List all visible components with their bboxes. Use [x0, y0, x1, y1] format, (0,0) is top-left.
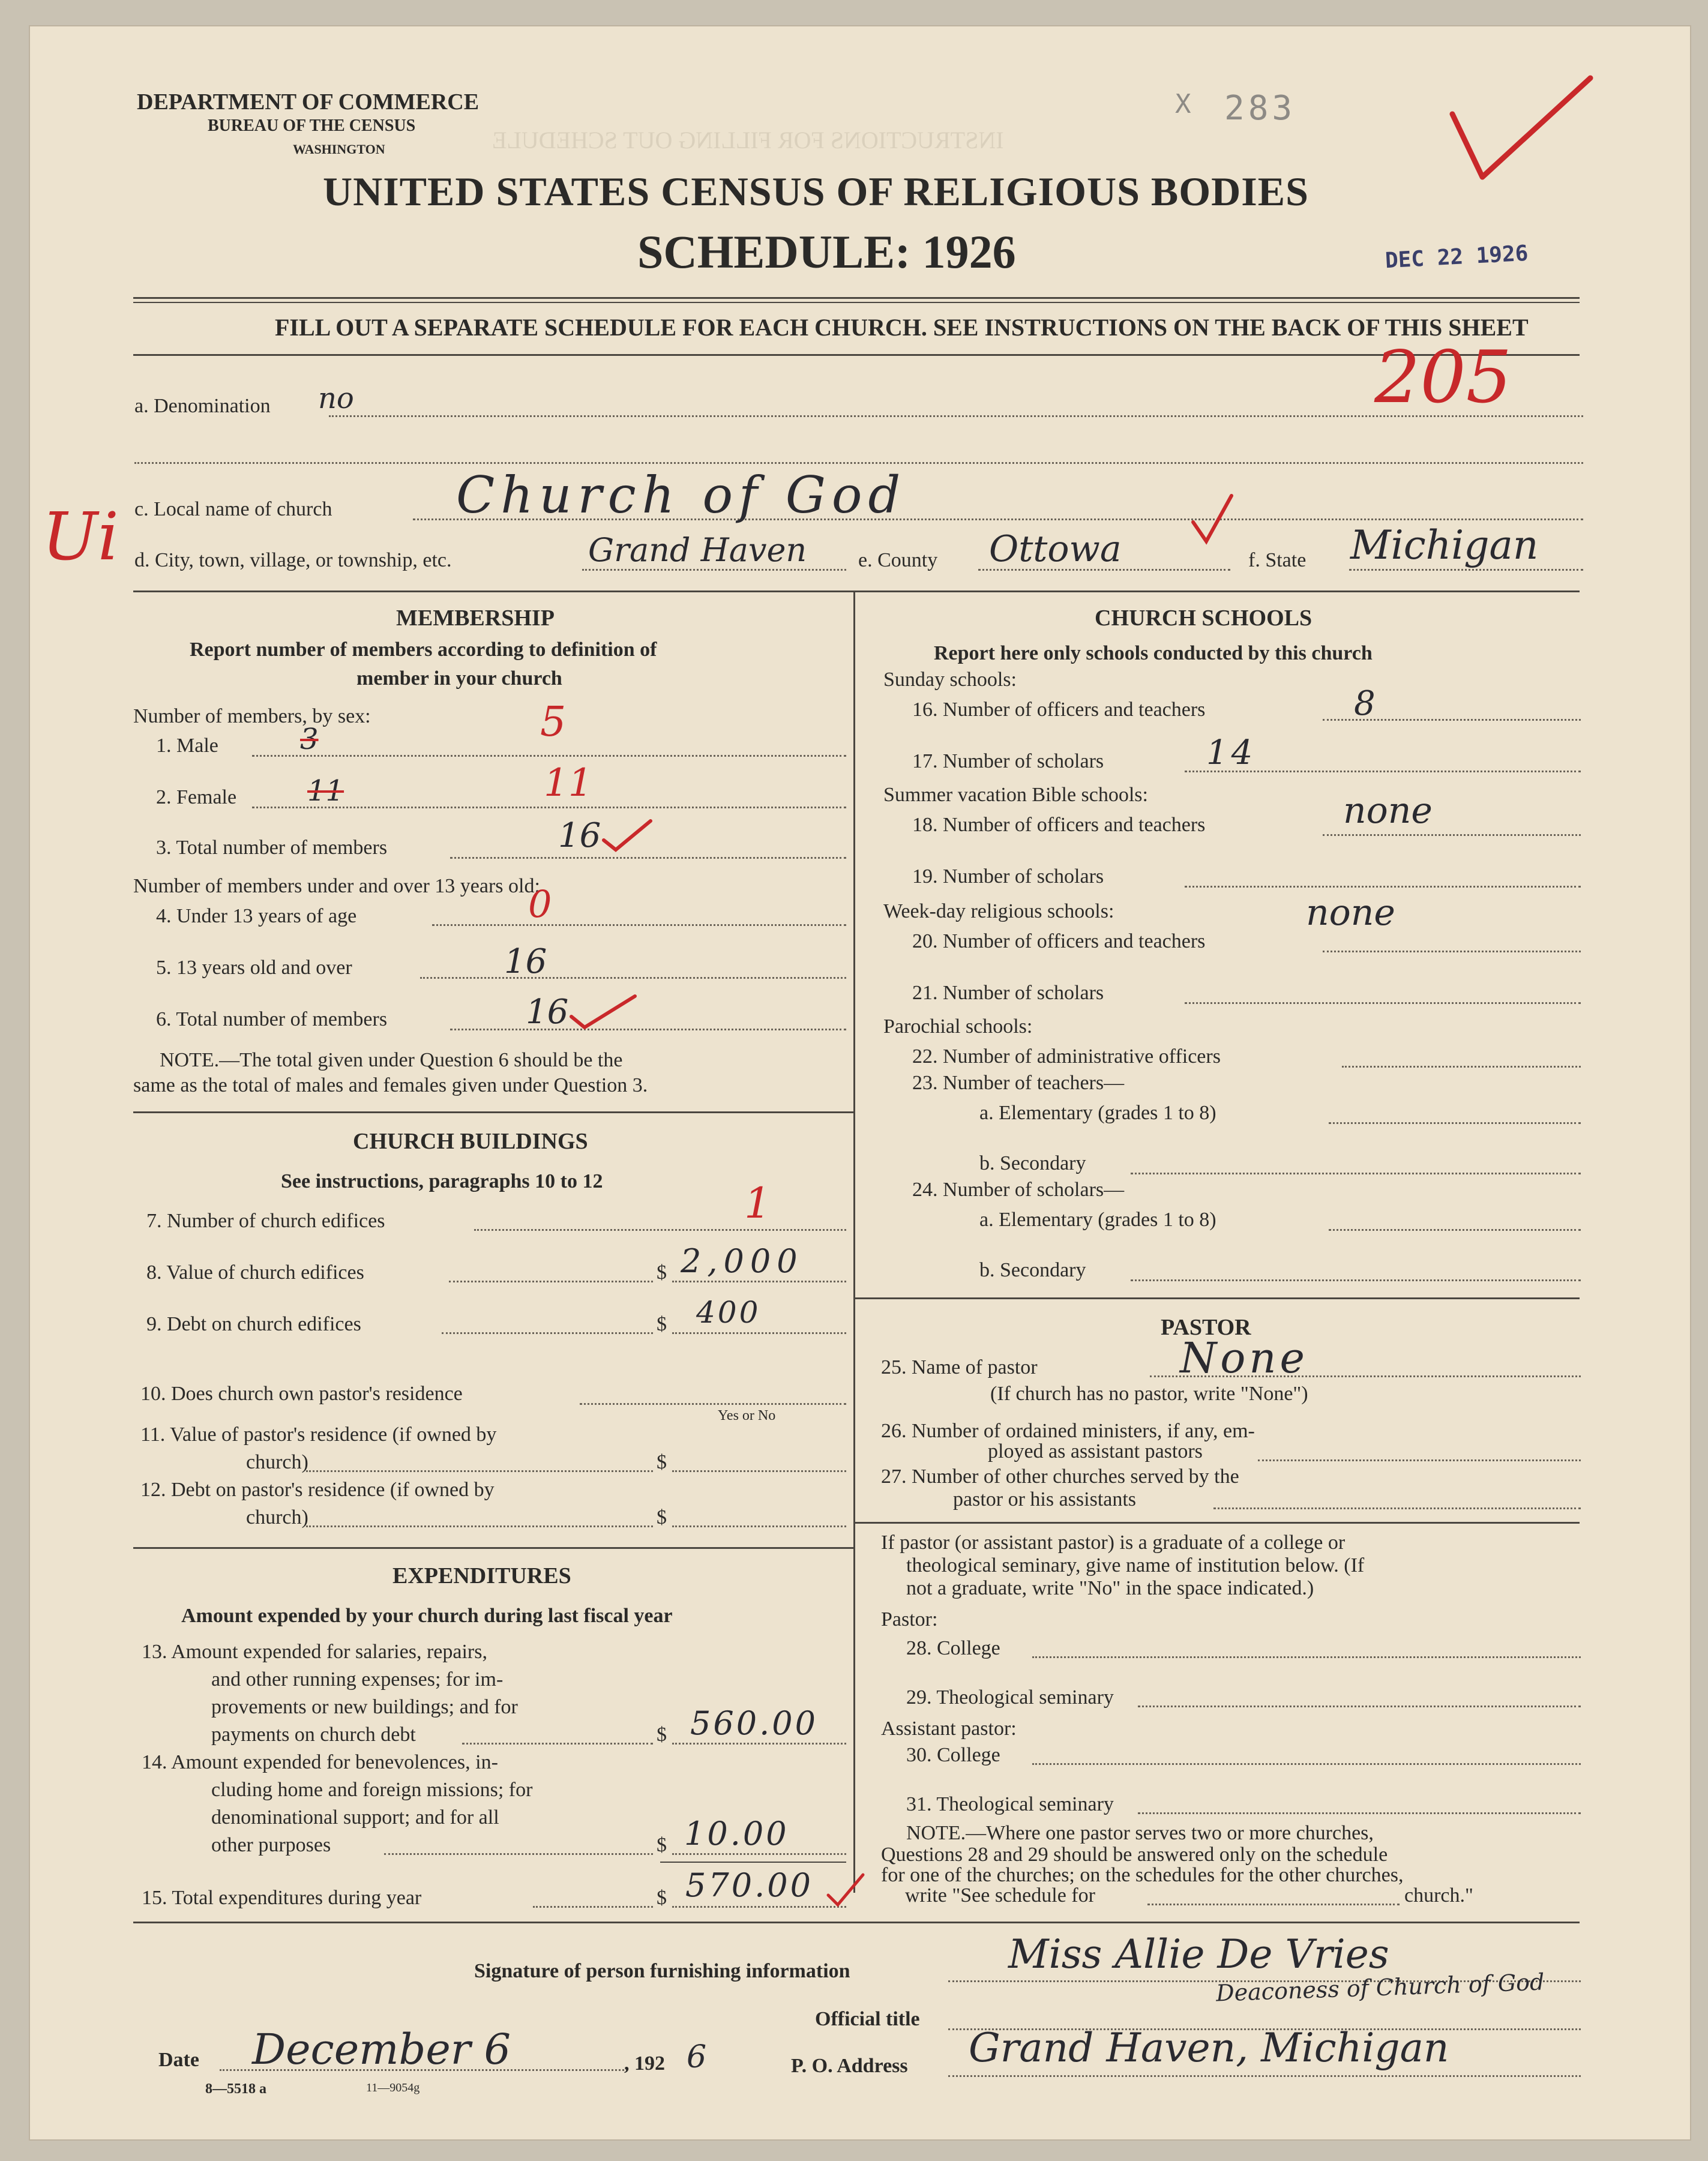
schedule-title: SCHEDULE: 1926	[637, 226, 1016, 278]
buildings-rule	[133, 1547, 853, 1549]
q2-label: 2. Female	[156, 786, 237, 808]
q5-line	[420, 977, 846, 979]
q23a-line	[1329, 1122, 1581, 1124]
q22-line	[1342, 1066, 1581, 1068]
q29-line	[1138, 1706, 1581, 1707]
denomination-line	[329, 415, 1583, 417]
q11-amount-line	[672, 1470, 846, 1472]
membership-intro-1: Report number of members according to definition of	[190, 639, 657, 661]
blank-line-b	[134, 462, 1583, 464]
year-prefix: , 192	[624, 2052, 665, 2075]
state-label: f. State	[1248, 549, 1307, 571]
q15-value[interactable]: 570.00	[685, 1866, 813, 1904]
membership-note-2: same as the total of males and females given under Question 3.	[133, 1074, 648, 1096]
header-rule-bottom	[133, 354, 1580, 356]
q9-dollar: $	[657, 1313, 667, 1335]
graduate-instruction-2: theological seminary, give name of institution below. (If	[906, 1554, 1365, 1576]
margin-mark: Ui	[42, 498, 119, 575]
q12-amount-line	[672, 1525, 846, 1527]
pastor-note-3: for one of the churches; on the schedules for the other churches,	[881, 1864, 1404, 1886]
q22-label: 22. Number of administrative officers	[912, 1045, 1221, 1068]
q31-label: 31. Theological seminary	[906, 1793, 1114, 1815]
q15-line	[533, 1906, 653, 1908]
q4-label: 4. Under 13 years of age	[156, 905, 357, 927]
q30-line	[1032, 1763, 1581, 1765]
q31-line	[1138, 1812, 1581, 1814]
q24b-label: b. Secondary	[979, 1259, 1086, 1281]
q13-line	[462, 1743, 653, 1745]
city-value[interactable]: Grand Haven	[588, 531, 807, 569]
membership-heading: MEMBERSHIP	[396, 606, 555, 631]
q29-label: 29. Theological seminary	[906, 1686, 1114, 1709]
stamp-prefix: X	[1175, 89, 1191, 119]
q15-amount-line	[672, 1906, 846, 1908]
q25-label: 25. Name of pastor	[881, 1356, 1038, 1378]
q10-label: 10. Does church own pastor's residence	[140, 1383, 463, 1405]
state-line	[1349, 569, 1583, 571]
q8-value[interactable]: 2,000	[681, 1242, 804, 1280]
q7-value[interactable]: 1	[744, 1179, 771, 1228]
q15-red-tick	[825, 1871, 867, 1907]
local-name-label: c. Local name of church	[134, 498, 332, 520]
pastor-note-line	[1147, 1904, 1400, 1905]
q3-value[interactable]: 16	[558, 816, 601, 855]
q1-line	[252, 755, 846, 757]
q11-line	[306, 1470, 653, 1472]
members-by-sex-label: Number of members, by sex:	[133, 705, 371, 727]
pastor-subheading: Pastor:	[881, 1608, 938, 1631]
q13-value[interactable]: 560.00	[690, 1704, 818, 1742]
q26-label-2: ployed as assistant pastors	[988, 1440, 1203, 1462]
column-divider	[853, 591, 855, 1893]
sunday-schools-label: Sunday schools:	[883, 669, 1017, 691]
q6-line	[450, 1029, 846, 1030]
assistant-pastor-subheading: Assistant pastor:	[881, 1718, 1017, 1740]
q11-label-1: 11. Value of pastor's residence (if owned by	[140, 1423, 497, 1446]
q21-label: 21. Number of scholars	[912, 982, 1104, 1004]
form-title: UNITED STATES CENSUS OF RELIGIOUS BODIES	[323, 169, 1309, 214]
q17-label: 17. Number of scholars	[912, 750, 1104, 772]
po-address-value[interactable]: Grand Haven, Michigan	[969, 2025, 1449, 2071]
official-title-value[interactable]: Deaconess of Church of God	[1215, 1968, 1545, 2007]
q8-line	[449, 1281, 653, 1282]
q8-label: 8. Value of church edifices	[146, 1261, 364, 1284]
q16-label: 16. Number of officers and teachers	[912, 699, 1206, 721]
department-name: DEPARTMENT OF COMMERCE	[137, 89, 480, 115]
q30-label: 30. College	[906, 1744, 1000, 1766]
county-value[interactable]: Ottowa	[989, 528, 1122, 570]
q24-label: 24. Number of scholars—	[912, 1179, 1125, 1201]
age-heading: Number of members under and over 13 years old:	[133, 875, 540, 897]
year-value[interactable]: 6	[687, 2039, 707, 2075]
bureau-city: WASHINGTON	[293, 142, 385, 157]
q14-line	[384, 1853, 653, 1855]
date-received-stamp: DEC 22 1926	[1385, 241, 1529, 274]
yes-no-hint: Yes or No	[718, 1408, 776, 1423]
q7-line	[474, 1229, 846, 1231]
po-address-line	[948, 2075, 1581, 2077]
q5-label: 5. 13 years old and over	[156, 957, 352, 979]
q3-label: 3. Total number of members	[156, 837, 388, 859]
q24a-label: a. Elementary (grades 1 to 8)	[979, 1209, 1216, 1231]
q13-label-3: provements or new buildings; and for	[211, 1696, 518, 1718]
q28-line	[1032, 1656, 1581, 1658]
denomination-value[interactable]: no	[318, 382, 354, 415]
bureau-name: BUREAU OF THE CENSUS	[208, 116, 416, 135]
date-value[interactable]: December 6	[252, 2025, 511, 2074]
q14-label-3: denominational support; and for all	[211, 1806, 499, 1829]
q25-note: (If church has no pastor, write "None")	[990, 1383, 1308, 1405]
pastor-rule	[855, 1522, 1580, 1524]
q4-line	[432, 924, 846, 926]
q1-original: 3	[300, 723, 319, 756]
membership-rule	[133, 1111, 853, 1113]
q10-line	[580, 1403, 846, 1405]
q23-label: 23. Number of teachers—	[912, 1072, 1125, 1094]
header-rule-top	[133, 297, 1580, 299]
q23a-label: a. Elementary (grades 1 to 8)	[979, 1102, 1216, 1124]
q6-red-tick	[568, 990, 640, 1032]
q14-label-1: 14. Amount expended for benevolences, in-	[142, 1751, 498, 1773]
expenditures-heading: EXPENDITURES	[392, 1563, 571, 1588]
q14-dollar: $	[657, 1834, 667, 1856]
top-section-rule	[133, 591, 1580, 592]
q23b-label: b. Secondary	[979, 1152, 1086, 1174]
q13-dollar: $	[657, 1724, 667, 1746]
q1-value[interactable]: 5	[540, 699, 567, 746]
expenditures-subheading: Amount expended by your church during last fiscal year	[181, 1605, 673, 1627]
q27-label-1: 27. Number of other churches served by the	[881, 1465, 1239, 1488]
q17-value[interactable]: 14	[1206, 733, 1257, 772]
q6-label: 6. Total number of members	[156, 1008, 388, 1030]
schools-rule	[855, 1297, 1580, 1299]
q27-label-2: pastor or his assistants	[953, 1488, 1137, 1510]
buildings-subheading: See instructions, paragraphs 10 to 12	[281, 1170, 603, 1192]
city-line	[582, 569, 846, 571]
county-label: e. County	[858, 549, 938, 571]
membership-note-1: NOTE.—The total given under Question 6 should be the	[160, 1049, 623, 1071]
schools-heading: CHURCH SCHOOLS	[1095, 606, 1313, 631]
q14-total-rule	[660, 1862, 846, 1863]
schools-subheading: Report here only schools conducted by this church	[934, 642, 1373, 664]
q25-value[interactable]: None	[1180, 1333, 1308, 1383]
pastor-heading: PASTOR	[1161, 1315, 1251, 1340]
pastor-note-1: NOTE.—Where one pastor serves two or more churches,	[906, 1822, 1374, 1844]
state-value[interactable]: Michigan	[1350, 522, 1539, 568]
summer-schools-value[interactable]: none	[1343, 790, 1433, 832]
signature-label: Signature of person furnishing information	[474, 1960, 850, 1982]
denomination-label: a. Denomination	[134, 395, 271, 417]
q20-label: 20. Number of officers and teachers	[912, 930, 1206, 952]
q14-label-2: cluding home and foreign missions; for	[211, 1779, 533, 1801]
q21-line	[1185, 1002, 1581, 1004]
q14-label-4: other purposes	[211, 1834, 331, 1856]
q15-label: 15. Total expenditures during year	[142, 1887, 422, 1909]
q24b-line	[1131, 1279, 1581, 1281]
q27-line	[1213, 1507, 1581, 1509]
q8-amount-line	[672, 1281, 846, 1282]
print-number: 11—9054g	[366, 2081, 420, 2094]
q18-label: 18. Number of officers and teachers	[912, 814, 1206, 836]
q5-value[interactable]: 16	[504, 942, 547, 981]
q9-amount-line	[672, 1332, 846, 1334]
q7-label: 7. Number of church edifices	[146, 1210, 385, 1232]
red-checkmark	[1440, 66, 1596, 186]
red-number-205: 205	[1374, 336, 1512, 419]
q3-red-tick	[600, 816, 654, 852]
q14-value[interactable]: 10.00	[684, 1815, 789, 1853]
q11-label-2: church)	[246, 1451, 308, 1473]
summer-schools-label: Summer vacation Bible schools:	[883, 784, 1148, 806]
date-label: Date	[158, 2049, 199, 2071]
pastor-note-4: write "See schedule for	[905, 1884, 1095, 1907]
graduate-instruction-3: not a graduate, write "No" in the space indicated.)	[906, 1577, 1314, 1599]
stamp-number: 283	[1224, 89, 1296, 128]
q14-amount-line	[672, 1853, 846, 1855]
weekday-schools-label: Week-day religious schools:	[883, 900, 1114, 922]
q26-label-1: 26. Number of ordained ministers, if any, em-	[881, 1420, 1255, 1442]
q9-value[interactable]: 400	[696, 1295, 761, 1330]
po-address-label: P. O. Address	[791, 2055, 908, 2077]
weekday-schools-value[interactable]: none	[1306, 892, 1395, 934]
membership-intro-2: member in your church	[356, 667, 562, 690]
official-title-label: Official title	[815, 2008, 920, 2030]
q18-line	[1323, 834, 1581, 836]
q11-dollar: $	[657, 1451, 667, 1473]
separate-schedule-instruction: FILL OUT A SEPARATE SCHEDULE FOR EACH CHURCH. SEE INSTRUCTIONS ON THE BACK OF THIS SHEET	[275, 314, 1529, 341]
q13-amount-line	[672, 1743, 846, 1745]
header-rule-top-2	[133, 302, 1580, 303]
q23b-line	[1131, 1173, 1581, 1174]
q3-line	[450, 857, 846, 859]
q9-label: 9. Debt on church edifices	[146, 1313, 361, 1335]
q28-label: 28. College	[906, 1637, 1000, 1659]
q4-value[interactable]: 0	[528, 882, 552, 926]
red-tick-county	[1188, 492, 1236, 546]
q13-label-1: 13. Amount expended for salaries, repairs,	[142, 1641, 487, 1663]
q13-label-2: and other running expenses; for im-	[211, 1668, 504, 1691]
pastor-note-2: Questions 28 and 29 should be answered only on the schedule	[881, 1844, 1388, 1866]
q16-value[interactable]: 8	[1354, 684, 1376, 723]
q26-line	[1258, 1459, 1581, 1461]
q12-label-1: 12. Debt on pastor's residence (if owned by	[140, 1479, 495, 1501]
q20-line	[1323, 951, 1581, 952]
form-number: 8—5518 a	[205, 2081, 266, 2097]
parochial-schools-label: Parochial schools:	[883, 1015, 1033, 1038]
q2-original: 11	[307, 774, 344, 808]
q24a-line	[1329, 1229, 1581, 1231]
q8-dollar: $	[657, 1261, 667, 1284]
show-through-text: INSTRUCTIONS FOR FILLING OUT SCHEDULE	[492, 127, 1004, 154]
q9-line	[442, 1332, 653, 1334]
signature-value[interactable]: Miss Allie De Vries	[1008, 1931, 1389, 1977]
city-label: d. City, town, village, or township, etc.	[134, 549, 452, 571]
pastor-note-5: church."	[1404, 1884, 1473, 1907]
buildings-heading: CHURCH BUILDINGS	[353, 1129, 588, 1154]
q19-label: 19. Number of scholars	[912, 865, 1104, 888]
q2-value[interactable]: 11	[544, 761, 593, 805]
q12-label-2: church)	[246, 1506, 308, 1528]
q12-line	[306, 1525, 653, 1527]
graduate-instruction-1: If pastor (or assistant pastor) is a graduate of a college or	[881, 1531, 1346, 1554]
q15-dollar: $	[657, 1887, 667, 1909]
q1-label: 1. Male	[156, 735, 218, 757]
q6-value[interactable]: 16	[526, 993, 569, 1032]
q12-dollar: $	[657, 1506, 667, 1528]
q19-line	[1185, 886, 1581, 888]
signature-section-rule	[133, 1922, 1580, 1923]
q13-label-4: payments on church debt	[211, 1724, 416, 1746]
local-name-value[interactable]: Church of God	[456, 466, 907, 524]
